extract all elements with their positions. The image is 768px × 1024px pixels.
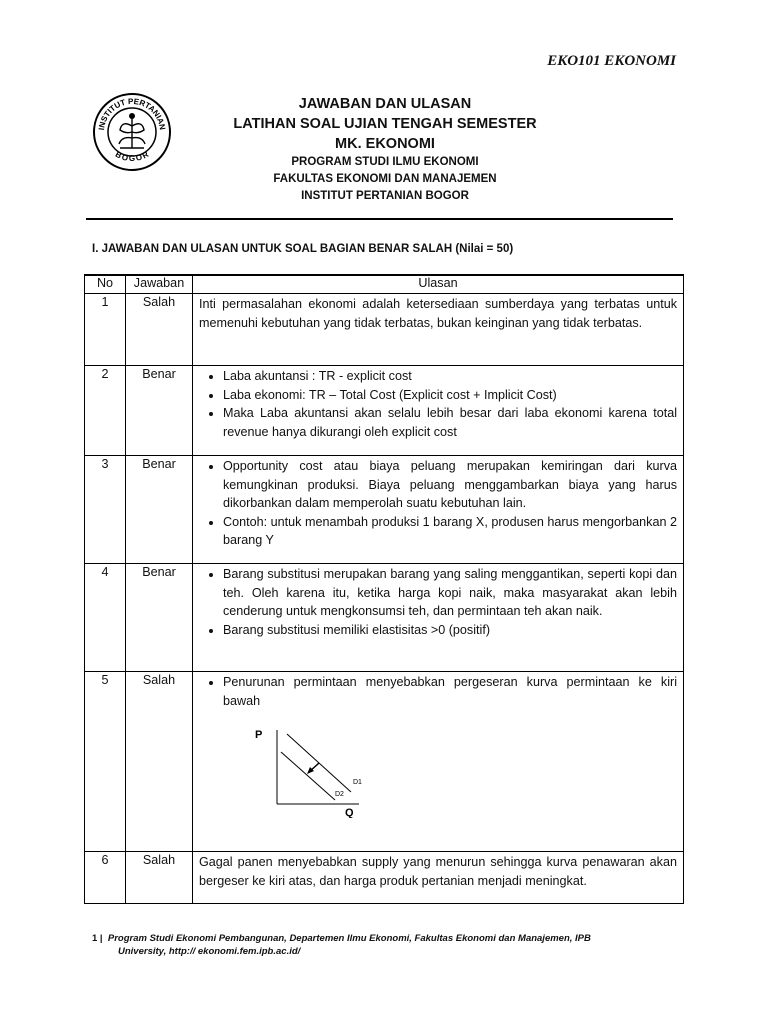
demand-shift-graph xyxy=(247,726,387,818)
bullet-point: • Laba ekonomi: TR – Total Cost (Explicit cost + Implicit Cost) xyxy=(223,386,677,405)
row-answer: Benar xyxy=(126,456,193,564)
page-number: 1 | xyxy=(92,933,103,944)
subtitle-line: PROGRAM STUDI ILMU EKONOMI xyxy=(291,156,479,168)
curve-label-d2: D2 xyxy=(335,791,344,798)
demand-curve-d2 xyxy=(281,752,335,800)
row-answer: Salah xyxy=(126,672,193,852)
header-divider xyxy=(86,218,673,220)
subtitle-line: INSTITUT PERTANIAN BOGOR xyxy=(301,190,469,202)
row-number: 1 xyxy=(85,294,126,366)
table-row xyxy=(85,366,684,456)
title-line: LATIHAN SOAL UJIAN TENGAH SEMESTER xyxy=(233,116,537,132)
page-footer xyxy=(92,932,684,958)
row-answer: Salah xyxy=(126,852,193,904)
header-no: No xyxy=(85,275,126,294)
table-row xyxy=(85,294,684,366)
header-jawaban: Jawaban xyxy=(126,275,193,294)
row-explanation xyxy=(193,564,684,672)
bullet-point: • Contoh: untuk menambah produksi 1 barang X, produsen harus mengorbankan 2 barang Y xyxy=(223,513,677,550)
table-header-row xyxy=(85,275,684,294)
logo-text-bottom: BOGOR xyxy=(113,149,151,164)
ipb-seal-icon xyxy=(92,92,172,172)
curve-label-d1: D1 xyxy=(353,779,362,786)
bullet-point: • Maka Laba akuntansi akan selalu lebih besar dari laba ekonomi karena total revenue hanya dikurangi oleh explicit cost xyxy=(223,404,677,441)
bullet-point: • Laba akuntansi : TR - explicit cost xyxy=(223,367,677,386)
row-answer: Benar xyxy=(126,366,193,456)
bullet-point: • Penurunan permintaan menyebabkan pergeseran kurva permintaan ke kiri bawah xyxy=(223,673,677,710)
row-explanation: Gagal panen menyebabkan supply yang menurun sehingga kurva penawaran akan bergeser ke kiri atas, dan harga produk pertanian menjadi meningkat. xyxy=(193,852,684,904)
row-number: 2 xyxy=(85,366,126,456)
svg-text:BOGOR xyxy=(114,150,151,163)
row-explanation xyxy=(193,456,684,564)
subtitle-line: FAKULTAS EKONOMI DAN MANAJEMEN xyxy=(273,173,497,185)
row-number: 3 xyxy=(85,456,126,564)
bullet-point: • Barang substitusi memiliki elastisitas >0 (positif) xyxy=(223,621,677,640)
row-explanation: Inti permasalahan ekonomi adalah ketersediaan sumberdaya yang terbatas untuk memenuhi kebutuhan yang tidak terbatas, bukan keinginan yang tidak terbatas. xyxy=(193,294,684,366)
footer-line-1: Program Studi Ekonomi Pembangunan, Departemen Ilmu Ekonomi, Fakultas Ekonomi dan Manajemen, IPB xyxy=(107,933,591,944)
course-code: EKO101 EKONOMI xyxy=(547,53,676,69)
row-answer: Salah xyxy=(126,294,193,366)
table-row xyxy=(85,456,684,564)
axis-label-q: Q xyxy=(345,807,354,818)
row-explanation xyxy=(193,672,684,852)
row-explanation xyxy=(193,366,684,456)
table-row xyxy=(85,672,684,852)
title-line: MK. EKONOMI xyxy=(335,136,435,152)
row-number: 6 xyxy=(85,852,126,904)
title-line: JAWABAN DAN ULASAN xyxy=(298,96,472,112)
axis-label-p: P xyxy=(255,729,263,741)
section-heading: I. JAWABAN DAN ULASAN UNTUK SOAL BAGIAN BENAR SALAH (Nilai = 50) xyxy=(92,243,514,255)
header-ulasan: Ulasan xyxy=(193,275,684,294)
row-number: 5 xyxy=(85,672,126,852)
row-answer: Benar xyxy=(126,564,193,672)
bullet-point: • Barang substitusi merupakan barang yang saling menggantikan, seperti kopi dan teh. Oleh karena itu, ketika harga kopi naik, maka masyarakat akan lebih cenderung untuk mengkonsumsi teh, dan permintaan teh akan naik. xyxy=(223,565,677,621)
answer-table xyxy=(84,274,684,904)
row-number: 4 xyxy=(85,564,126,672)
table-row xyxy=(85,564,684,672)
bullet-point: • Opportunity cost atau biaya peluang merupakan kemiringan dari kurva kemungkinan produksi. Biaya peluang menggambarkan biaya yang harus dikorbankan dalam memperolah suatu kebutuhan lain. xyxy=(223,457,677,513)
logo-text-top: INSTITUT PERTANIAN xyxy=(97,96,168,131)
document-title-block xyxy=(190,94,580,205)
footer-line-2: University, http:// ekonomi.fem.ipb.ac.id/ xyxy=(118,946,301,957)
table-row xyxy=(85,852,684,904)
